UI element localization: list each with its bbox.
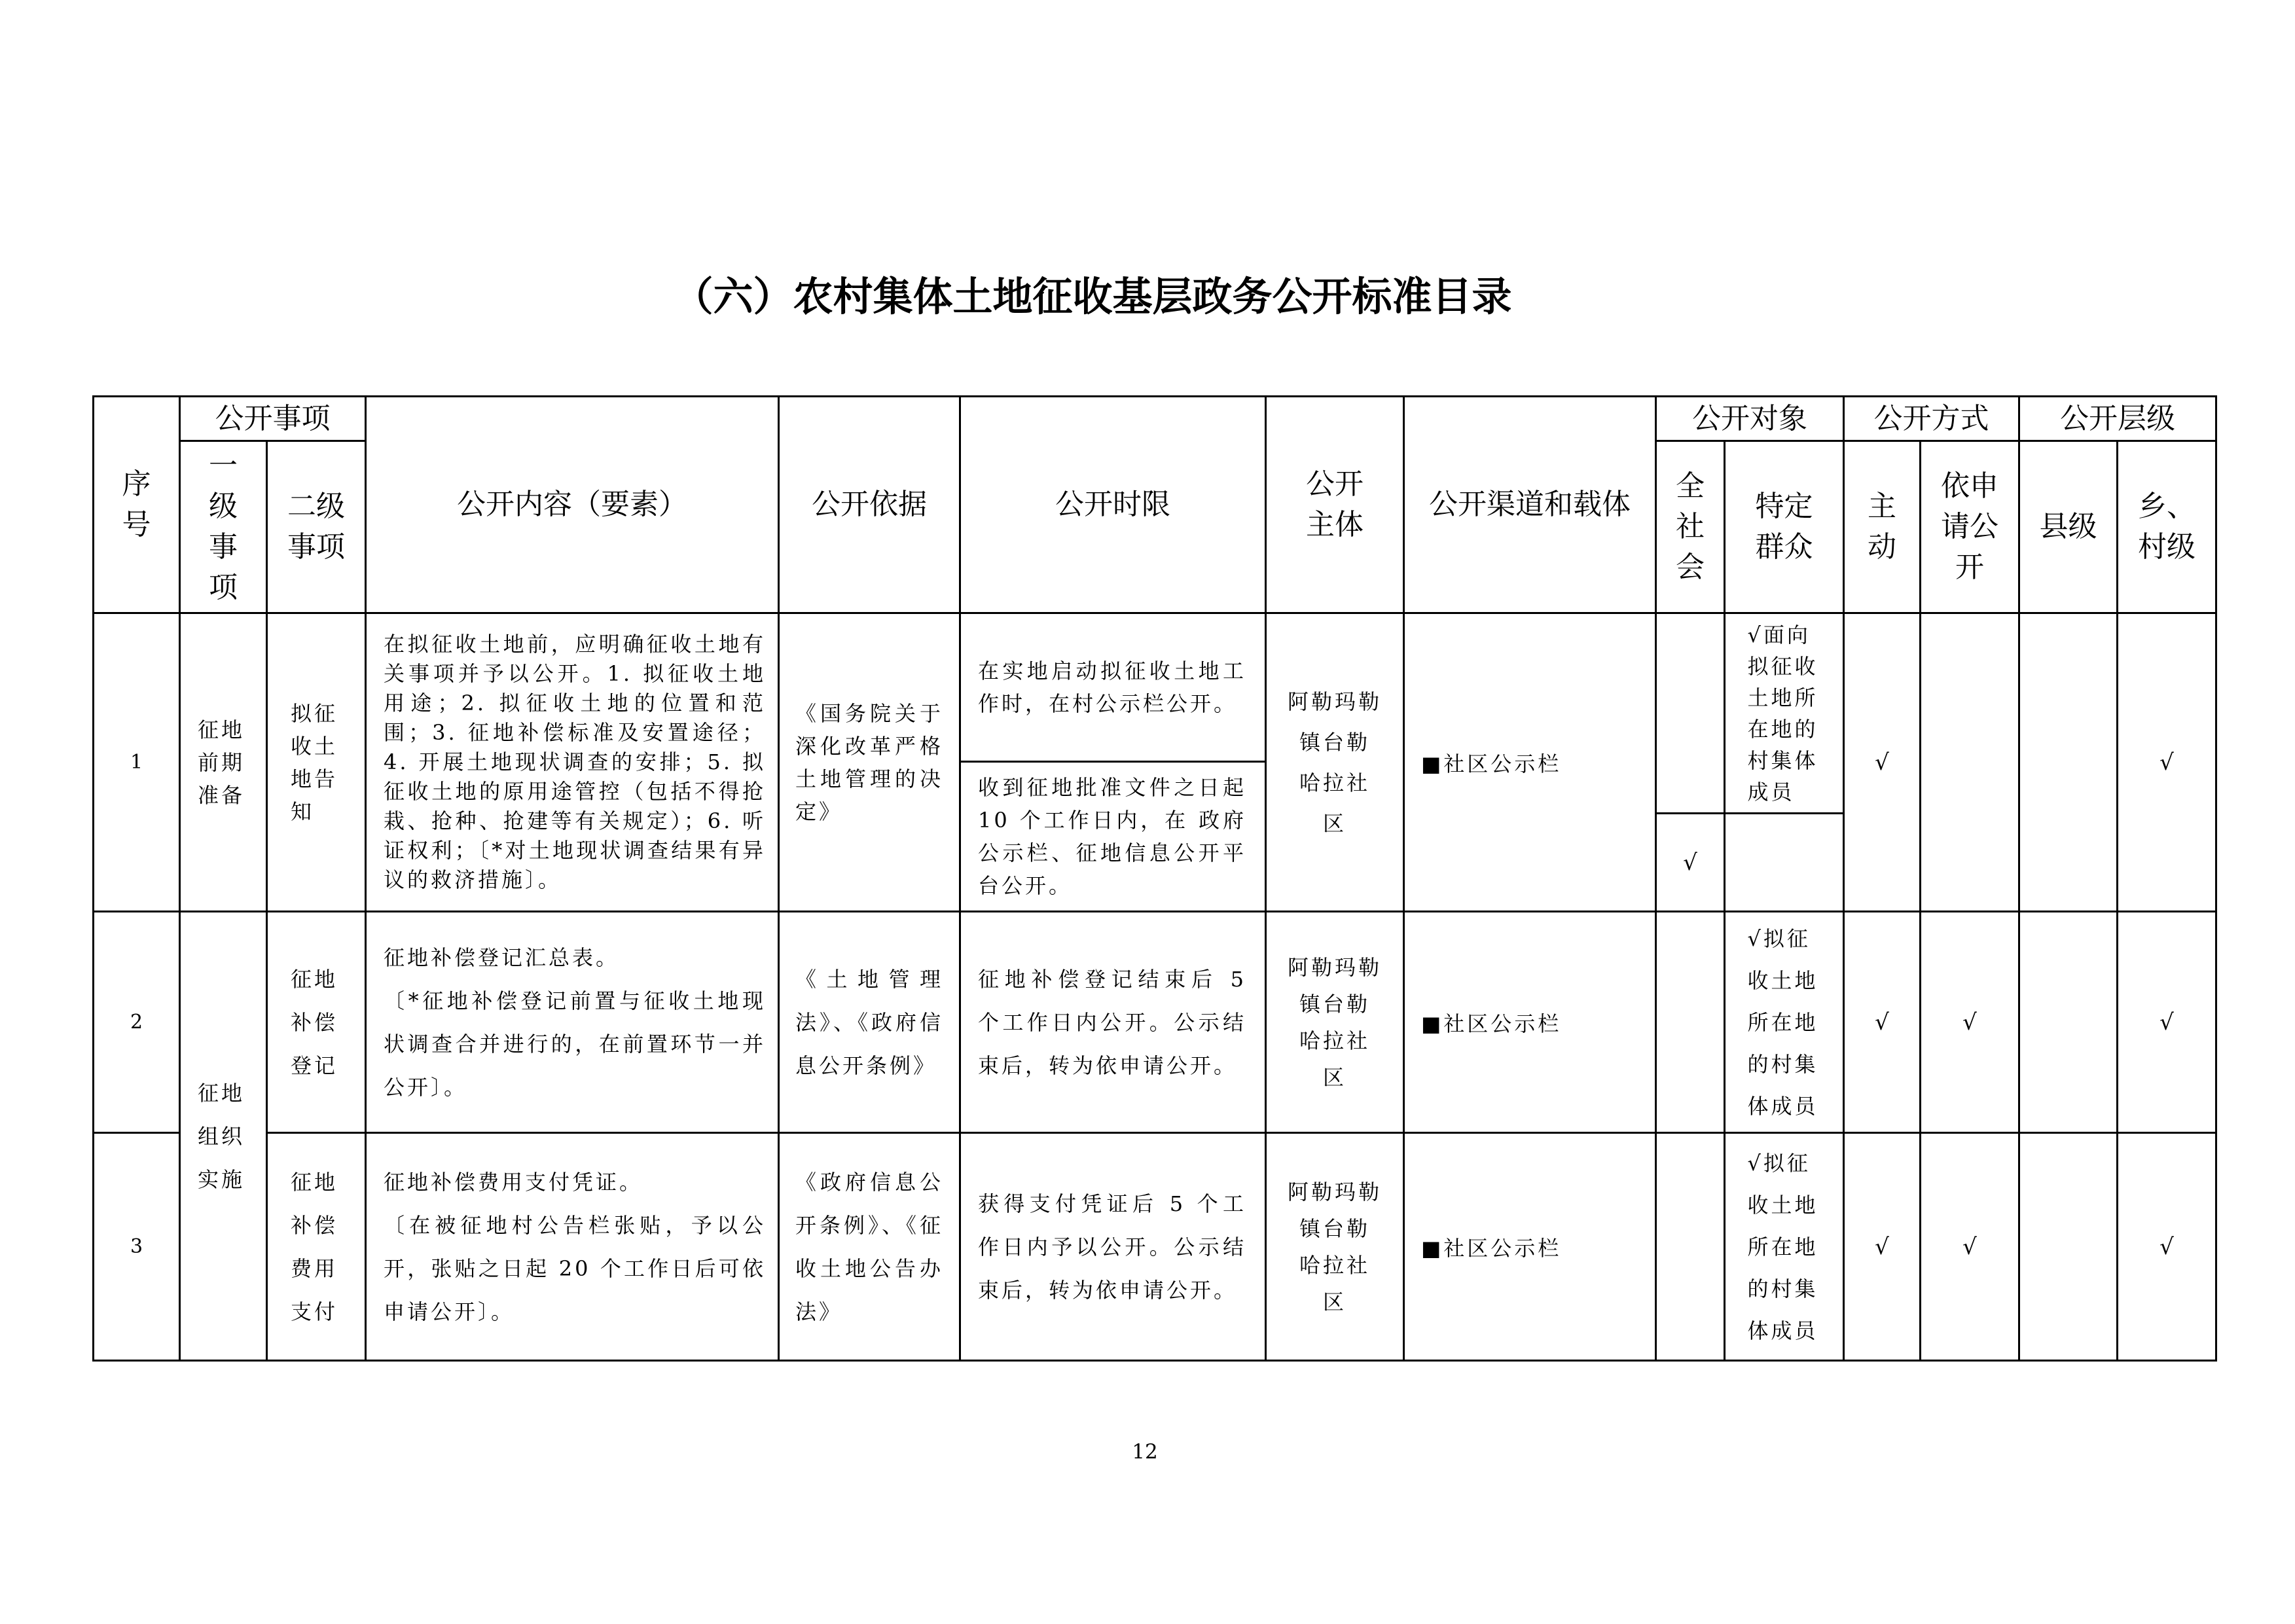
header-seq-label: 序号 — [122, 467, 151, 541]
row1-subject-line: 区 — [1322, 810, 1346, 836]
header-basis-label: 公开依据 — [812, 488, 927, 521]
check-mark: √ — [2159, 1009, 2174, 1036]
row1-level-county — [2020, 614, 2118, 912]
check-mark: √ — [1683, 849, 1697, 876]
header-seq — [94, 397, 181, 614]
row3-basis-text: 《政府信息公开条例》、《征收土地公告办法》 — [795, 1169, 943, 1324]
header-level-county — [2020, 442, 2118, 614]
header-level-township-label: 乡、村级 — [2138, 490, 2196, 564]
header-target-specific-label: 特定群众 — [1755, 490, 1813, 564]
row1-level1 — [181, 614, 268, 912]
row3-target-specific — [1726, 1134, 1845, 1362]
row3-content — [367, 1134, 780, 1362]
row3-level-county — [2020, 1134, 2118, 1362]
row1-subject — [1267, 614, 1405, 912]
row3-seq-value: 3 — [130, 1235, 143, 1258]
header-time-limit — [961, 397, 1267, 614]
row2-subject — [1267, 912, 1405, 1134]
row1-subject-line: 阿勒玛勒 — [1287, 689, 1382, 714]
row2-content-text — [384, 936, 766, 1109]
row2-seq — [94, 912, 181, 1134]
header-time-limit-label: 公开时限 — [1055, 488, 1170, 521]
row3-channel — [1405, 1134, 1657, 1362]
row1-target-all-stage2 — [1657, 814, 1726, 912]
row1-level-township — [2118, 614, 2217, 912]
check-mark: √ — [1875, 1009, 1889, 1036]
header-level-label: 公开层级 — [2060, 401, 2175, 435]
row2-method-active — [1845, 912, 1921, 1134]
row2-content — [367, 912, 780, 1134]
row2-content-main: 征地补偿登记汇总表。 — [384, 945, 620, 970]
row2-target-all — [1657, 912, 1726, 1134]
row2-seq-value: 2 — [130, 1011, 143, 1034]
row1-channel — [1405, 614, 1657, 912]
header-content-label: 公开内容（要素） — [457, 488, 687, 521]
header-target-label: 公开对象 — [1692, 401, 1807, 435]
row3-content-note: 〔在被征地村公告栏张贴，予以公开，张贴之日起 20 个工作日后可依申请公开〕。 — [384, 1212, 766, 1324]
row2-3-level1 — [181, 912, 268, 1362]
header-basis — [780, 397, 961, 614]
row2-subject-line: 镇台勒 — [1299, 991, 1370, 1017]
row2-level2-text: 征地补偿登记 — [291, 966, 338, 1078]
row1-method-active — [1845, 614, 1921, 912]
row3-time-limit — [961, 1134, 1267, 1362]
row1-target-specific-stage2 — [1726, 814, 1845, 912]
row2-subject-line: 哈拉社 — [1299, 1028, 1370, 1053]
row1-seq-value: 1 — [130, 751, 143, 774]
row2-level2 — [268, 912, 367, 1134]
row1-method-request — [1921, 614, 2020, 912]
header-target-all-label: 全社会 — [1676, 469, 1705, 584]
row3-level-township — [2118, 1134, 2217, 1362]
row3-seq — [94, 1134, 181, 1362]
row2-3-level1-text: 征地组织实施 — [198, 1080, 245, 1192]
row1-time-limit-stage1-text: 在实地启动拟征收土地工作时，在村公示栏公开。 — [978, 659, 1246, 716]
page-number: 12 — [1132, 1440, 1158, 1464]
row2-level-township — [2118, 912, 2217, 1134]
check-mark: √ — [1962, 1233, 1977, 1260]
row3-level2 — [268, 1134, 367, 1362]
row2-basis — [780, 912, 961, 1134]
row1-level2-text: 拟征收土地告知 — [291, 700, 338, 824]
row2-time-limit — [961, 912, 1267, 1134]
row3-channel-text: ■社区公示栏 — [1421, 1235, 1562, 1261]
row1-subject-text — [1288, 681, 1382, 844]
row3-target-specific-text: √拟征收土地所在地的村集体成员 — [1747, 1150, 1818, 1343]
check-mark: √ — [1875, 749, 1889, 776]
row3-basis — [780, 1134, 961, 1362]
check-mark: √ — [1962, 1009, 1977, 1036]
row2-subject-text — [1288, 949, 1382, 1096]
row2-channel-text: ■社区公示栏 — [1421, 1011, 1562, 1036]
row3-subject-line: 镇台勒 — [1299, 1216, 1370, 1241]
row1-target-all-stage1 — [1657, 614, 1726, 814]
row1-level1-text: 征地前期准备 — [198, 717, 245, 808]
header-level-county-label: 县级 — [2039, 510, 2097, 543]
row1-target-specific-stage1 — [1726, 614, 1845, 814]
header-subject-label: 公开主体 — [1306, 467, 1364, 541]
row2-time-limit-text: 征地补偿登记结束后 5 个工作日内公开。公示结束后，转为依申请公开。 — [978, 966, 1246, 1078]
row2-channel — [1405, 912, 1657, 1134]
row3-method-active — [1845, 1134, 1921, 1362]
header-channel-label: 公开渠道和载体 — [1429, 488, 1631, 521]
row3-content-text — [384, 1161, 766, 1333]
row2-content-note: 〔*征地补偿登记前置与征收土地现状调查合并进行的，在前置环节一并公开〕。 — [384, 988, 766, 1100]
disclosure-standard-table — [92, 395, 2217, 1362]
row1-basis — [780, 614, 961, 912]
row1-seq — [94, 614, 181, 912]
row3-subject-line: 区 — [1322, 1289, 1346, 1314]
header-target-all — [1657, 442, 1726, 614]
row2-basis-text: 《土地管理法》、《政府信息公开条例》 — [795, 966, 943, 1078]
header-level1 — [181, 442, 268, 614]
row1-level2 — [268, 614, 367, 912]
check-mark: √ — [2159, 749, 2174, 776]
row3-level2-text: 征地补偿费用支付 — [291, 1169, 338, 1324]
row1-time-limit-stage2-text: 收到征地批准文件之日起 10 个工作日内，在 政府公示栏、征地信息公开平台公开。 — [978, 775, 1246, 898]
header-method — [1845, 397, 2020, 442]
row2-target-specific-text: √拟征收土地所在地的村集体成员 — [1747, 926, 1818, 1119]
row1-channel-text: ■社区公示栏 — [1421, 751, 1562, 776]
header-public-items-label: 公开事项 — [215, 401, 331, 435]
row1-content-text: 在拟征收土地前，应明确征收土地有关事项并予以公开。1. 拟征收土地用途；2. 拟征收土地的位置和范围；3. 征地补偿标准及安置途径；4. 开展土地现状调查的安排；5. 拟征收土地的原用途管控（包括不得抢栽、抢种、抢建等有关规定）；6. 听证权利；〔*对土地现状调查结果有异议的救济措施〕。 — [384, 632, 766, 892]
page-title: （六）农村集体土地征收基层政务公开标准目录 — [673, 274, 1512, 320]
header-content — [367, 397, 780, 614]
row3-subject-text — [1288, 1174, 1382, 1320]
header-method-request — [1921, 442, 2020, 614]
row3-subject-line: 阿勒玛勒 — [1287, 1179, 1382, 1204]
row1-content — [367, 614, 780, 912]
row2-subject-line: 阿勒玛勒 — [1287, 954, 1382, 980]
row2-target-specific — [1726, 912, 1845, 1134]
row2-method-request — [1921, 912, 2020, 1134]
header-target-specific — [1726, 442, 1845, 614]
header-method-active-label: 主动 — [1868, 490, 1896, 564]
header-level — [2020, 397, 2217, 442]
header-level2 — [268, 442, 367, 614]
header-method-label: 公开方式 — [1873, 401, 1989, 435]
row3-time-limit-text: 获得支付凭证后 5 个工作日内予以公开。公示结束后，转为依申请公开。 — [978, 1191, 1246, 1303]
row3-content-main: 征地补偿费用支付凭证。 — [384, 1169, 643, 1195]
row2-level-county — [2020, 912, 2118, 1134]
row1-subject-line: 镇台勒 — [1299, 729, 1370, 755]
header-level-township — [2118, 442, 2217, 614]
header-level1-label: 一级事项 — [209, 449, 238, 604]
header-target — [1657, 397, 1845, 442]
row3-target-all — [1657, 1134, 1726, 1362]
row3-method-request — [1921, 1134, 2020, 1362]
header-method-request-label: 依申请公开 — [1941, 469, 1998, 584]
check-mark: √ — [2159, 1233, 2174, 1260]
header-subject — [1267, 397, 1405, 614]
header-method-active — [1845, 442, 1921, 614]
row1-time-limit-stage1 — [961, 614, 1267, 763]
row1-subject-line: 哈拉社 — [1299, 770, 1370, 795]
header-public-items — [181, 397, 367, 442]
header-level2-label: 二级事项 — [287, 490, 345, 564]
row1-time-limit-stage2 — [961, 763, 1267, 912]
header-channel — [1405, 397, 1657, 614]
row1-basis-text: 《国务院关于深化改革严格土地管理的决定》 — [795, 700, 943, 824]
row3-subject-line: 哈拉社 — [1299, 1252, 1370, 1278]
row3-subject — [1267, 1134, 1405, 1362]
row2-subject-line: 区 — [1322, 1064, 1346, 1090]
check-mark: √ — [1875, 1233, 1889, 1260]
row1-target-specific-text: √面向拟征收土地所在地的村集体成员 — [1747, 622, 1818, 804]
